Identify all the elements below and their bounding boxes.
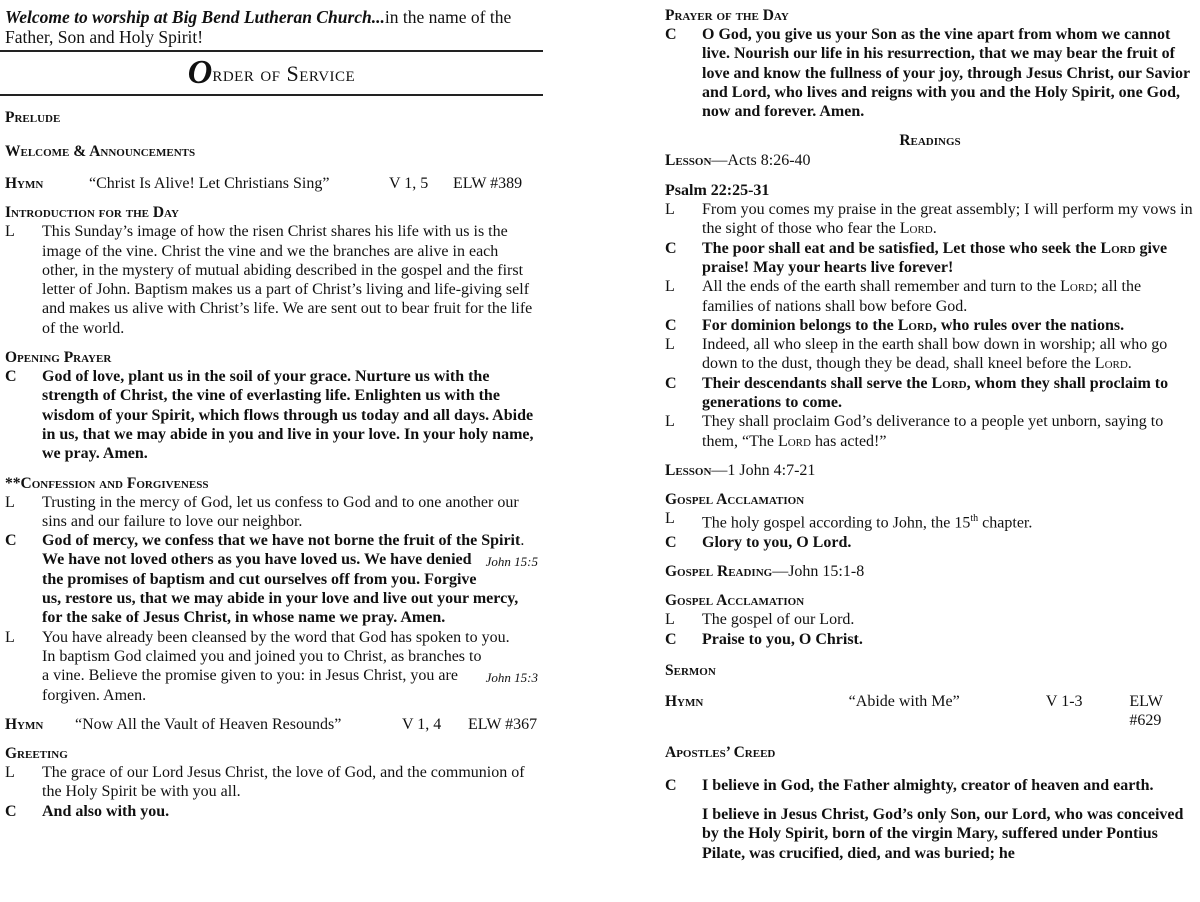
psalm-text-end: has acted!” xyxy=(810,432,887,450)
acclamation-heading: Gospel Acclamation xyxy=(665,491,805,509)
opening-prayer-row xyxy=(5,367,538,463)
psalm-text: Their descendants shall serve the xyxy=(702,374,932,392)
hymn-label: Hymn xyxy=(5,175,44,192)
psalm-heading: Psalm 22:25-31 xyxy=(665,181,770,199)
lord-smallcaps: Lord xyxy=(777,432,811,450)
lesson-ref: —1 John 4:7-21 xyxy=(711,461,816,479)
introduction-row xyxy=(5,222,538,338)
sermon-heading: Sermon xyxy=(665,662,716,680)
gospel-reading xyxy=(665,562,1195,581)
lord-smallcaps: Lord xyxy=(1094,355,1128,373)
psalm-text: The poor shall eat and be satisfied, Let those who seek the xyxy=(702,239,1101,257)
gospel-acclamation-2 xyxy=(665,591,1195,649)
speaker-label: C xyxy=(665,533,677,551)
greeting-l-row xyxy=(5,763,538,802)
confession-l2-text2: In baptism God claimed you and joined you to Christ, as branches to a vine. Believe the promise given to you: in Jesus Christ, you are forgiven. Amen. xyxy=(42,647,482,704)
acclamation-c-row xyxy=(665,533,1195,552)
speaker-label: L xyxy=(5,764,15,782)
speaker-label: C xyxy=(5,368,17,386)
readings-heading: Readings xyxy=(899,132,961,150)
hymn-verses: V 1, 5 xyxy=(389,175,429,192)
acclamation-response: Glory to you, O Lord. xyxy=(702,533,852,551)
lesson-1john xyxy=(665,461,1195,480)
confession-c1-row: C God of mercy, we confess that we have not borne the fruit of the Spirit. John 15:5 We have not loved others as you have loved us. We have denied the promises of baptism and cut ourselves off from you. Forgive us, restore us, that we may abide in your love and live out your mercy, for the sake of Jesus Christ, in whose name we pray. Amen. xyxy=(5,532,538,627)
psalm-row xyxy=(665,316,1195,335)
psalm-text: All the ends of the earth shall remember and turn to the xyxy=(702,278,1061,296)
gospel-label: Gospel Reading xyxy=(665,563,773,581)
confession-l1-row xyxy=(5,493,538,532)
confession-c1-text: God of mercy, we confess that we have not borne the fruit of the Spirit xyxy=(42,532,521,550)
acclamation-text: The holy gospel according to John, the 15 xyxy=(702,514,971,532)
speaker-label: C xyxy=(665,316,677,334)
creed-paragraph-2: I believe in Jesus Christ, God’s only Son, our Lord, who was conceived by the Holy Spirit, born of the virgin Mary, suffered under Pontius Pilate, was crucified, died, and was buried; he xyxy=(702,805,1184,862)
gospel-acclamation-1 xyxy=(665,490,1195,552)
banner-text: rder of Service xyxy=(212,61,356,86)
citation: John 15:3 xyxy=(485,669,538,685)
prelude-heading: Prelude xyxy=(5,109,61,126)
hymn-number: ELW #629 xyxy=(1129,693,1163,730)
gospel-ref: —John 15:1-8 xyxy=(772,563,865,581)
hymn-verses: V 1, 4 xyxy=(402,715,442,733)
speaker-label: L xyxy=(665,510,675,528)
speaker-label: C xyxy=(665,374,677,392)
speaker-label: L xyxy=(5,223,15,241)
psalm-text-end: . xyxy=(1127,355,1132,373)
welcome-bold: Welcome to worship at Big Bend Lutheran Church... xyxy=(5,7,385,27)
acclamation-response: Praise to you, O Christ. xyxy=(702,630,863,648)
lesson-ref: —Acts 8:26-40 xyxy=(711,152,811,170)
speaker-label: C xyxy=(665,630,677,648)
speaker-label: L xyxy=(665,201,675,219)
speaker-label: L xyxy=(5,628,15,646)
order-of-service-banner xyxy=(5,52,538,94)
hymn-title: “Christ Is Alive! Let Christians Sing” xyxy=(89,175,330,192)
hymn-number: ELW #389 xyxy=(453,175,523,192)
acclamation-c-row xyxy=(665,630,1195,649)
lord-smallcaps: Lord xyxy=(897,316,933,334)
lord-smallcaps: Lord xyxy=(1100,239,1136,257)
psalm-row xyxy=(665,374,1195,413)
right-column xyxy=(665,0,1195,863)
confession-l2-text: You have already been cleansed by the word that God has spoken to you. xyxy=(42,628,510,646)
greeting-section xyxy=(5,744,538,821)
left-column xyxy=(5,0,538,821)
acclamation-l-row xyxy=(665,509,1195,533)
psalm-text-end: give praise! May your hearts live forever! xyxy=(702,239,1168,276)
hymn-verses: V 1-3 xyxy=(1045,693,1083,711)
hymn-389 xyxy=(5,174,538,193)
psalm-text: Indeed, all who sleep in the earth shall bow down in worship; all who go down to the dust, though they be dead, shall kneel before the xyxy=(702,336,1168,373)
psalm-text: They shall proclaim God’s deliverance to a people yet unborn, saying to them, “The xyxy=(702,413,1164,450)
psalm-text: For dominion belongs to the xyxy=(702,316,898,334)
banner-initial: O xyxy=(187,54,213,91)
confession-l1-text: Trusting in the mercy of God, let us confess to God and to one another our sins and our failure to love our neighbor. xyxy=(42,493,519,530)
psalm-row xyxy=(665,200,1195,239)
psalm-text: From you comes my praise in the great assembly; I will perform my vows in the sight of those who fear the xyxy=(702,201,1193,238)
opening-prayer-text: God of love, plant us in the soil of your grace. Nurture us with the strength of Christ, the vine of everlasting life. Enlighten us with the wisdom of your Spirit, which flows through us today and all days. Abide in us, that we may abide in you and live in your love. In your holy name, we pray. Amen. xyxy=(42,368,534,463)
acclamation-text: The gospel of our Lord. xyxy=(702,611,855,629)
introduction-section xyxy=(5,203,538,338)
psalm-text-end: , whom they shall proclaim to generations to come. xyxy=(702,374,1169,412)
welcome-announcements-heading: Welcome & Announcements xyxy=(5,143,196,160)
psalm-row xyxy=(665,412,1195,451)
creed-paragraph-1: I believe in God, the Father almighty, creator of heaven and earth. xyxy=(702,776,1154,794)
introduction-text: This Sunday’s image of how the risen Christ shares his life with us is the image of the vine. Christ the vine and we the branches are alive in each other, in the mystery of mutual abiding described in the gospel and the first letter of John. Baptism makes us a part of Christ’s living and life-giving self and makes us alive with Christ’s life. We are sent out to bear fruit for the life of the world. xyxy=(42,223,533,337)
greeting-c-row xyxy=(5,802,538,821)
hymn-367 xyxy=(5,715,538,734)
acclamation-text-end: chapter. xyxy=(978,514,1033,532)
greeting-c-text: And also with you. xyxy=(42,802,170,820)
psalm-text-end: . xyxy=(932,220,937,238)
speaker-label: L xyxy=(665,413,675,431)
speaker-label: C xyxy=(665,26,677,43)
confession-l2-row xyxy=(5,628,538,705)
speaker-label: L xyxy=(665,278,675,296)
hymn-title: “Abide with Me” xyxy=(848,693,960,711)
psalm-row xyxy=(665,335,1195,374)
welcome-rest: in the name of the Father, Son and Holy Spirit! xyxy=(5,7,512,47)
creed-row xyxy=(665,776,1195,863)
hymn-label: Hymn xyxy=(665,693,704,711)
speaker-label: C xyxy=(665,776,677,794)
ordinal-suffix: th xyxy=(970,513,979,525)
psalm-section xyxy=(665,181,1195,451)
opening-prayer-heading: Opening Prayer xyxy=(5,349,112,367)
psalm-row xyxy=(665,277,1195,316)
hymn-629 xyxy=(665,692,1195,731)
psalm-text-end: ; all the families of nations shall bow before God. xyxy=(702,278,1142,315)
speaker-label: C xyxy=(5,802,17,820)
psalm-text-end: , who rules over the nations. xyxy=(932,316,1125,334)
greeting-heading: Greeting xyxy=(5,745,68,763)
lord-smallcaps: Lord xyxy=(931,374,967,392)
welcome-text xyxy=(5,7,538,47)
prayer-of-day-heading: Prayer of the Day xyxy=(665,7,789,24)
hymn-title: “Now All the Vault of Heaven Resounds” xyxy=(75,715,342,733)
hymn-label: Hymn xyxy=(5,715,44,733)
speaker-label: C xyxy=(5,532,17,550)
divider-bottom xyxy=(0,94,543,96)
hymn-number: ELW #367 xyxy=(468,715,538,733)
acclamation-heading: Gospel Acclamation xyxy=(665,592,805,610)
speaker-label: C xyxy=(665,239,677,257)
confession-section xyxy=(5,474,538,705)
lord-smallcaps: Lord xyxy=(1060,278,1094,296)
psalm-row xyxy=(665,239,1195,278)
lord-smallcaps: Lord xyxy=(899,220,933,238)
acclamation-l-row xyxy=(665,610,1195,629)
lesson-label: Lesson xyxy=(665,461,712,479)
speaker-label: L xyxy=(665,611,675,629)
lesson-label: Lesson xyxy=(665,152,712,170)
lesson-acts xyxy=(665,151,1195,170)
citation: John 15:5 xyxy=(485,554,538,570)
prayer-of-day-text: O God, you give us your Son as the vine apart from whom we cannot live. Nourish our life in his resurrection, that we may bear the fruit of love and know the fullness of your joy, through Jesus Christ, our Savior and Lord, who lives and reigns with you and the Holy Spirit, one God, now and forever. Amen. xyxy=(702,26,1190,121)
speaker-label: L xyxy=(5,493,15,511)
introduction-heading: Introduction for the Day xyxy=(5,204,179,222)
opening-prayer-section xyxy=(5,348,538,463)
confession-c1-text2: We have not loved others as you have loved us. We have denied the promises of baptism and cut ourselves off from you. Forgive us, restore us, that we may abide in your love and live out your mercy, for the sake of Jesus Christ, in whose name we pray. Amen. xyxy=(42,551,519,627)
confession-heading: **Confession and Forgiveness xyxy=(5,474,209,492)
prayer-of-day-row xyxy=(665,25,1195,121)
creed-heading: Apostles’ Creed xyxy=(665,743,776,761)
greeting-l-text: The grace of our Lord Jesus Christ, the love of God, and the communion of the Holy Spirit be with you all. xyxy=(42,764,525,801)
speaker-label: L xyxy=(665,336,675,354)
